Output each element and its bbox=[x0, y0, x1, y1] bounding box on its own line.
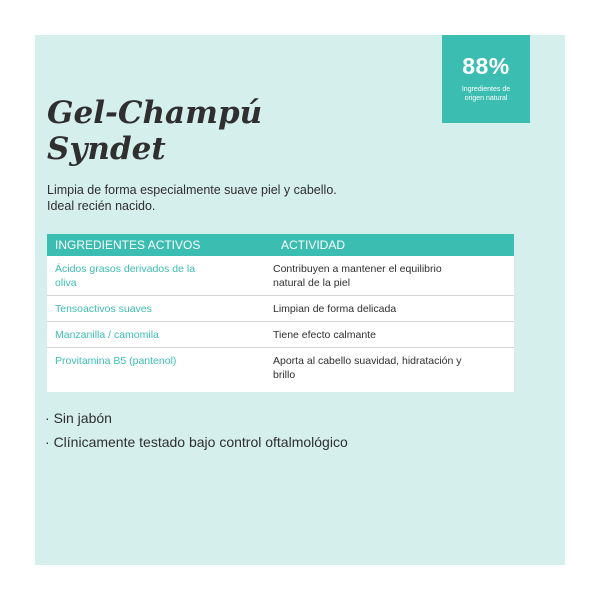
description-line1: Limpia de forma especialmente suave piel y cabello. bbox=[47, 183, 337, 197]
ingredient-cell: Provitamina B5 (pantenol) bbox=[55, 355, 177, 367]
table-header bbox=[47, 234, 514, 256]
title-line2: Syndet bbox=[47, 131, 166, 167]
natural-percentage: 88% bbox=[462, 53, 510, 79]
table-row bbox=[47, 256, 514, 296]
table-row bbox=[47, 296, 514, 322]
ingredient-cell: Manzanilla / camomila bbox=[55, 329, 159, 341]
ingredient-cell: Tensoactivos suaves bbox=[55, 303, 152, 315]
product-description bbox=[47, 182, 447, 214]
title-line1: Gel-Champú bbox=[47, 95, 263, 131]
activity-cell: Tiene efecto calmante bbox=[273, 329, 376, 341]
table-row bbox=[47, 322, 514, 348]
list-item: · Sin jabón bbox=[45, 410, 348, 426]
feature-list bbox=[45, 410, 348, 458]
badge-caption-line2: origen natural bbox=[464, 95, 508, 102]
activity-cell: Aporta al cabello suavidad, hidratación y brillo bbox=[273, 355, 462, 381]
description-line2: Ideal recién nacido. bbox=[47, 199, 156, 213]
ingredient-cell: Ácidos grasos derivados de la oliva bbox=[55, 263, 196, 289]
list-item: · Clínicamente testado bajo control oftalmológico bbox=[45, 434, 348, 450]
natural-origin-badge bbox=[442, 35, 530, 123]
activity-cell: Limpian de forma delicada bbox=[273, 303, 397, 315]
badge-caption-line1: Ingredientes de bbox=[461, 86, 511, 93]
table-row bbox=[47, 348, 514, 392]
ingredients-table bbox=[47, 234, 514, 392]
header-ingredients: INGREDIENTES ACTIVOS bbox=[55, 238, 201, 252]
product-card bbox=[35, 35, 565, 565]
activity-cell: Contribuyen a mantener el equilibrio natural de la piel bbox=[273, 263, 442, 289]
product-title bbox=[47, 95, 262, 167]
natural-caption bbox=[442, 85, 530, 103]
header-activity: ACTIVIDAD bbox=[281, 238, 346, 252]
